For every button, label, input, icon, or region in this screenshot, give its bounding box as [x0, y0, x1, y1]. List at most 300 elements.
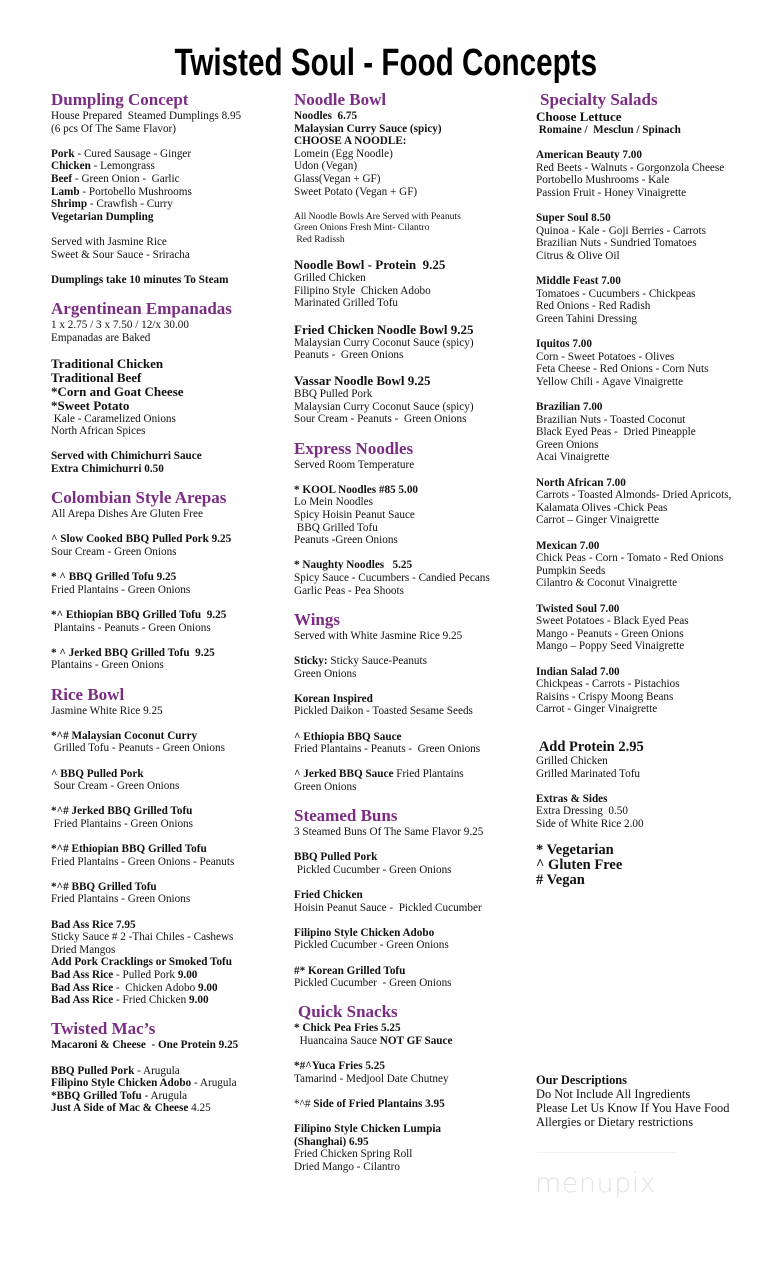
item-name: *BBQ Grilled Tofu — [51, 1089, 142, 1102]
item-detail: Green Onions Fresh Mint- Cilantro — [294, 222, 430, 234]
menu-line — [51, 805, 291, 818]
item-name: ^ Slow Cooked BBQ Pulled Pork 9.25 — [51, 533, 232, 546]
menu-line — [294, 285, 534, 298]
item-detail: *^# — [294, 1097, 314, 1110]
menu-column-middle — [294, 90, 534, 1186]
item-detail: Sour Cream - Green Onions — [51, 780, 180, 793]
item-name: * Chick Pea Fries 5.25 — [294, 1022, 401, 1035]
item-name: Vegetarian Dumpling — [51, 210, 154, 223]
item-detail: All Noodle Bowls Are Served with Peanuts — [294, 210, 461, 222]
item-name: Dumplings take 10 minutes To Steam — [51, 273, 229, 286]
item-detail: Do Not Include All Ingredients — [536, 1087, 691, 1101]
item-name: *^# BBQ Grilled Tofu — [51, 880, 157, 893]
menu-line — [51, 571, 291, 584]
menu-line — [536, 858, 768, 873]
menu-line — [51, 931, 291, 944]
page-title: Twisted Soul - Food Concepts — [174, 42, 598, 84]
menu-line — [294, 534, 534, 547]
item-detail: Grilled Tofu - Peanuts - Green Onions — [51, 742, 225, 755]
item-name: North African 7.00 — [536, 476, 626, 489]
item-detail: Red Beets - Walnuts - Gorgonzola Cheese — [536, 161, 725, 174]
menu-line — [536, 376, 768, 389]
menu-item — [294, 655, 534, 680]
item-name: Noodles 6.75 — [294, 110, 358, 122]
item-detail: Lo Mein Noodles — [294, 496, 373, 509]
item-name: Bad Ass Rice — [51, 969, 114, 982]
item-detail: Fried Chicken Spring Roll — [294, 1148, 413, 1161]
item-name: Traditional Beef — [51, 369, 142, 385]
item-name: Filipino Style Chicken Adobo — [294, 926, 435, 939]
item-detail: Peanuts - Green Onions — [294, 349, 404, 362]
menu-line — [536, 691, 768, 704]
menu-line — [51, 1090, 291, 1103]
menu-line — [294, 965, 534, 978]
menu-line — [536, 843, 768, 858]
menu-line — [536, 565, 768, 578]
item-name: Sticky: — [294, 654, 328, 667]
item-detail: Feta Cheese - Red Onions - Corn Nuts — [536, 363, 709, 376]
menu-item — [51, 236, 291, 261]
menu-item — [51, 1039, 291, 1052]
item-detail: Malaysian Curry Coconut Sauce (spicy) — [294, 336, 474, 349]
menu-section — [51, 488, 291, 672]
menu-item — [294, 559, 534, 597]
menu-item — [294, 889, 534, 914]
menu-item — [51, 508, 291, 521]
item-detail: 4.25 — [188, 1102, 211, 1115]
item-detail: - Fried Chicken — [113, 994, 189, 1007]
item-name: * ^ Jerked BBQ Grilled Tofu 9.25 — [51, 646, 215, 659]
item-detail: Carrot - Ginger Vinaigrette — [536, 703, 658, 716]
menu-item — [294, 630, 534, 643]
menu-item — [294, 1098, 534, 1111]
menu-line — [536, 502, 768, 515]
item-name: Brazilian 7.00 — [536, 401, 603, 414]
menu-line — [51, 332, 291, 345]
menu-line — [51, 1039, 291, 1052]
menu-line — [536, 755, 768, 768]
menu-item — [536, 275, 768, 325]
menu-line — [294, 211, 534, 223]
menu-item — [51, 357, 291, 438]
menupix-watermark: menupix — [535, 1168, 657, 1199]
menu-item — [51, 730, 291, 755]
item-name: *Sweet Potato — [51, 397, 130, 413]
item-name: Filipino Style Chicken Adobo — [51, 1077, 192, 1090]
item-name: * KOOL Noodles #85 5.00 — [294, 483, 419, 496]
item-name: BBQ Pulled Pork — [51, 1064, 135, 1077]
menu-line — [536, 540, 768, 553]
menu-line — [536, 351, 768, 364]
item-detail: Sour Cream - Green Onions — [51, 546, 177, 559]
item-name: Indian Salad 7.00 — [536, 665, 620, 678]
menu-line — [51, 956, 291, 969]
item-name: Choose Lettuce — [536, 109, 622, 124]
item-detail: Extra Dressing 0.50 — [536, 805, 628, 818]
menu-item — [51, 647, 291, 672]
section-heading: Rice Bowl — [51, 684, 125, 704]
item-name: (Shanghai) 6.95 — [294, 1135, 369, 1148]
menu-section — [294, 610, 534, 794]
menu-line — [294, 323, 534, 337]
item-detail: Dried Mangos — [51, 943, 116, 956]
item-detail: Green Tahini Dressing — [536, 312, 637, 325]
menu-line — [51, 969, 291, 982]
item-detail: Pumpkin Seeds — [536, 564, 606, 577]
item-name: Vassar Noodle Bowl 9.25 — [294, 373, 431, 389]
menu-line — [536, 237, 768, 250]
item-name: Lamb — [51, 185, 80, 198]
item-name: Fried Chicken Noodle Bowl 9.25 — [294, 321, 474, 337]
menu-line — [536, 225, 768, 238]
item-detail: House Prepared Steamed Dumplings 8.95 — [51, 110, 242, 122]
menu-item — [51, 805, 291, 830]
menu-item — [294, 323, 534, 362]
menu-line — [536, 110, 768, 124]
menu-line — [294, 1136, 534, 1149]
item-name: Shrimp — [51, 198, 88, 211]
item-name: Extras & Sides — [536, 792, 608, 805]
menu-item — [294, 927, 534, 952]
menu-line — [51, 160, 291, 173]
menu-item — [536, 149, 768, 199]
section-heading: Noodle Bowl — [294, 90, 387, 109]
item-detail: Pickled Cucumber - Green Onions — [294, 939, 449, 952]
menu-line — [536, 275, 768, 288]
menu-item — [536, 540, 768, 590]
item-detail: Spicy Hoisin Peanut Sauce — [294, 509, 415, 522]
item-detail: BBQ Grilled Tofu — [294, 521, 378, 534]
section-heading: Quick Snacks — [298, 1002, 398, 1022]
menu-line — [536, 426, 768, 439]
menu-line — [536, 439, 768, 452]
item-detail: Portobello Mushrooms - Kale — [536, 174, 670, 187]
item-detail: Carrots - Toasted Almonds- Dried Apricots, — [536, 489, 732, 502]
menu-line — [51, 236, 291, 249]
item-detail: - Pulled Pork — [113, 969, 178, 982]
menu-line — [294, 388, 534, 401]
item-detail: Citrus & Olive Oil — [536, 249, 620, 262]
menu-line — [51, 893, 291, 906]
item-detail: Allergies or Dietary restrictions — [536, 1115, 694, 1129]
menu-line — [294, 977, 534, 990]
item-detail: Huancaina Sauce — [294, 1035, 380, 1047]
menu-line — [51, 768, 291, 781]
menu-line — [51, 622, 291, 635]
item-detail: Glass(Vegan + GF) — [294, 172, 381, 185]
section-heading: Dumpling Concept — [51, 90, 189, 109]
menu-line — [51, 533, 291, 546]
menu-section — [536, 90, 768, 888]
item-name: Filipino Style Chicken Lumpia — [294, 1123, 442, 1136]
menu-line — [51, 110, 291, 123]
menu-line — [294, 484, 534, 497]
item-detail: Sweet Potato (Vegan + GF) — [294, 185, 418, 198]
menu-line — [294, 705, 534, 718]
menu-line — [294, 258, 534, 272]
item-detail: Fried Plantains - Green Onions — [51, 583, 191, 596]
item-detail: - Crawfish - Curry — [87, 198, 173, 211]
menu-line — [536, 149, 768, 162]
watermark-rule — [537, 1152, 677, 1153]
menu-item — [51, 881, 291, 906]
item-name: Bad Ass Rice 7.95 — [51, 918, 136, 931]
item-detail: Carrot – Ginger Vinaigrette — [536, 514, 660, 527]
menu-line — [536, 805, 768, 818]
menu-line — [51, 463, 291, 476]
menu-line — [51, 818, 291, 831]
menu-item — [51, 319, 291, 344]
menu-line — [294, 1022, 534, 1035]
item-name: Bad Ass Rice — [51, 981, 114, 994]
menu-line — [51, 186, 291, 199]
item-detail: Passion Fruit - Honey Vinaigrette — [536, 186, 687, 199]
item-name: Our Descriptions — [536, 1073, 627, 1087]
menu-line — [536, 768, 768, 781]
item-detail: 1 x 2.75 / 3 x 7.50 / 12/x 30.00 — [51, 318, 189, 331]
menu-item — [51, 609, 291, 634]
item-name: Add Protein 2.95 — [536, 738, 644, 755]
menu-line — [294, 768, 534, 781]
item-detail: Sticky Sauce-Peanuts — [327, 654, 427, 667]
menu-line — [536, 124, 768, 137]
menu-line — [536, 703, 768, 716]
item-name: Traditional Chicken — [51, 355, 164, 371]
menu-item — [51, 533, 291, 558]
menu-line — [536, 873, 768, 888]
menu-line — [294, 148, 534, 161]
menu-line — [51, 173, 291, 186]
item-name: *^# Jerked BBQ Grilled Tofu — [51, 805, 193, 818]
item-detail: Corn - Sweet Potatoes - Olives — [536, 350, 675, 363]
item-detail: Black Eyed Peas - Dried Pineapple — [536, 426, 696, 439]
item-detail: Green Onions — [294, 667, 357, 680]
item-name: Chicken — [51, 160, 91, 173]
item-detail: Tamarind - Medjool Date Chutney — [294, 1072, 449, 1085]
item-detail: Marinated Grilled Tofu — [294, 297, 399, 310]
menu-line — [51, 450, 291, 463]
item-detail: Tomatoes - Cucumbers - Chickpeas — [536, 287, 696, 300]
menu-line — [51, 413, 291, 426]
item-detail: Cilantro & Coconut Vinaigrette — [536, 577, 678, 590]
item-detail: Served with White Jasmine Rice 9.25 — [294, 629, 463, 642]
menu-section — [294, 1002, 534, 1173]
menu-item — [294, 1060, 534, 1085]
menu-line — [536, 666, 768, 679]
menu-line — [294, 927, 534, 940]
menu-line — [294, 572, 534, 585]
section-heading: Specialty Salads — [540, 90, 658, 109]
menu-line — [51, 357, 291, 371]
menu-line — [51, 705, 291, 718]
item-detail: - Cured Sausage - Ginger — [74, 147, 192, 160]
menu-line — [294, 110, 534, 123]
menu-line — [294, 413, 534, 426]
item-detail: Sticky Sauce # 2 -Thai Chiles - Cashews — [51, 931, 234, 944]
menu-item — [51, 843, 291, 868]
item-detail: Empanadas are Baked — [51, 331, 151, 344]
section-heading: Steamed Buns — [294, 806, 398, 826]
item-detail: Fried Plantains — [393, 768, 464, 781]
menu-line — [51, 198, 291, 211]
item-detail: Grilled Chicken — [294, 272, 366, 285]
menu-line — [51, 659, 291, 672]
menu-line — [294, 1161, 534, 1174]
menu-item — [294, 768, 534, 793]
item-detail: North African Spices — [51, 425, 146, 438]
item-name: * ^ BBQ Grilled Tofu 9.25 — [51, 571, 177, 584]
menu-line — [294, 123, 534, 136]
menu-line — [294, 297, 534, 310]
item-name: Beef — [51, 172, 73, 185]
menu-line — [51, 881, 291, 894]
item-detail: Brazilian Nuts - Sundried Tomatoes — [536, 237, 697, 250]
menu-line — [51, 546, 291, 559]
item-detail: Filipino Style Chicken Adobo — [294, 284, 431, 297]
menu-line — [536, 514, 768, 527]
menu-line — [294, 234, 534, 246]
item-detail: Malaysian Curry Coconut Sauce (spicy) — [294, 400, 474, 413]
menu-line — [294, 401, 534, 414]
menu-line — [51, 780, 291, 793]
menu-column-left — [51, 90, 291, 1128]
item-detail: Served Room Temperature — [294, 458, 415, 471]
section-heading: Argentinean Empanadas — [51, 298, 232, 318]
menu-item — [51, 110, 291, 135]
item-name: 9.00 — [188, 994, 209, 1007]
menu-item — [536, 843, 768, 888]
menu-line — [536, 300, 768, 313]
menu-line — [536, 288, 768, 301]
menu-item — [51, 768, 291, 793]
menu-section — [294, 806, 534, 990]
item-name: 9.00 — [198, 981, 218, 994]
menu-line — [51, 425, 291, 438]
menu-line — [294, 349, 534, 362]
menu-line — [536, 451, 768, 464]
item-name: 9.00 — [177, 969, 198, 982]
item-name: ^ BBQ Pulled Pork — [51, 767, 144, 780]
menu-item — [294, 693, 534, 718]
menu-line — [51, 385, 291, 399]
item-detail: Udon (Vegan) — [294, 160, 358, 173]
menu-item — [51, 148, 291, 224]
menu-line — [536, 414, 768, 427]
menu-item — [536, 477, 768, 527]
menu-line — [536, 212, 768, 225]
menu-line — [51, 730, 291, 743]
menu-line — [51, 1065, 291, 1078]
item-detail: Quinoa - Kale - Goji Berries - Carrots — [536, 224, 706, 237]
item-name: BBQ Pulled Pork — [294, 851, 378, 864]
item-detail: - Green Onion - Garlic — [72, 172, 180, 185]
menu-line — [294, 459, 534, 472]
menu-line — [51, 319, 291, 332]
item-detail: Fried Plantains - Green Onions — [51, 817, 193, 830]
menu-line — [51, 609, 291, 622]
item-name: Korean Inspired — [294, 692, 373, 705]
item-name: *^# Malaysian Coconut Curry — [51, 729, 198, 742]
item-detail: - Arugula — [134, 1064, 180, 1077]
item-name: ^ Jerked BBQ Sauce — [294, 768, 394, 781]
menu-line — [536, 187, 768, 200]
item-detail: Sour Cream - Peanuts - Green Onions — [294, 413, 467, 426]
item-detail: - Portobello Mushrooms — [79, 185, 192, 198]
menu-line — [51, 647, 291, 660]
menu-item — [294, 110, 534, 198]
item-name: *^ Ethiopian BBQ Grilled Tofu 9.25 — [51, 609, 227, 621]
menu-line — [294, 781, 534, 794]
item-detail: Yellow Chili - Agave Vinaigrette — [536, 375, 684, 388]
menu-item — [51, 450, 291, 475]
item-name: American Beauty 7.00 — [536, 149, 642, 162]
item-detail: Sweet Potatoes - Black Eyed Peas — [536, 615, 689, 628]
menu-line — [536, 250, 768, 263]
menu-item — [536, 338, 768, 388]
menu-line — [536, 1115, 729, 1129]
menu-line — [51, 843, 291, 856]
item-name: Romaine / Mesclun / Spinach — [536, 124, 681, 136]
menu-section — [294, 90, 534, 426]
item-detail: - Arugula — [141, 1089, 188, 1102]
menu-line — [51, 994, 291, 1007]
menu-section — [51, 685, 291, 1007]
menu-line — [51, 982, 291, 995]
menu-item — [536, 212, 768, 262]
menu-item — [536, 110, 768, 137]
menu-item — [294, 826, 534, 839]
menu-item — [51, 571, 291, 596]
item-name: CHOOSE A NOODLE: — [294, 135, 407, 148]
item-name: Fried Chicken — [294, 889, 363, 902]
item-detail: (6 pcs Of The Same Flavor) — [51, 122, 177, 135]
item-detail: Dried Mango - Cilantro — [294, 1160, 400, 1173]
section-heading: Twisted Mac’s — [51, 1019, 156, 1039]
item-name: Macaroni & Cheese - One Protein 9.25 — [51, 1039, 239, 1052]
menu-line — [536, 552, 768, 565]
item-detail: Green Onions — [294, 780, 357, 793]
item-name: Extra Chimichurri 0.50 — [51, 463, 164, 476]
menu-line — [294, 668, 534, 681]
menu-line — [294, 1098, 534, 1111]
item-name: Iquitos 7.00 — [536, 338, 592, 351]
menu-line — [536, 363, 768, 376]
item-detail: Mango – Poppy Seed Vinaigrette — [536, 640, 685, 653]
item-detail: Jasmine White Rice 9.25 — [51, 704, 163, 717]
menu-item — [294, 965, 534, 990]
menu-line — [294, 509, 534, 522]
item-detail: Pickled Cucumber - Green Onions — [294, 977, 452, 990]
menu-line — [294, 173, 534, 186]
item-name: Malaysian Curry Sauce (spicy) — [294, 122, 442, 135]
menu-line — [536, 477, 768, 490]
item-detail: Peanuts -Green Onions — [294, 534, 398, 547]
menu-line — [51, 123, 291, 136]
item-name: Middle Feast 7.00 — [536, 275, 621, 288]
menu-line — [536, 174, 768, 187]
item-name: Mexican 7.00 — [536, 539, 600, 552]
item-detail: Chickpeas - Carrots - Pistachios — [536, 678, 680, 691]
menu-line — [51, 944, 291, 957]
menu-line — [51, 584, 291, 597]
menu-line — [536, 603, 768, 616]
item-detail: Pickled Daikon - Toasted Sesame Seeds — [294, 705, 473, 718]
item-detail: Hoisin Peanut Sauce - Pickled Cucumber — [294, 901, 482, 914]
menu-line — [51, 249, 291, 262]
item-detail: Kalamata Olives -Chick Peas — [536, 501, 668, 514]
menu-line — [51, 211, 291, 224]
item-name: Served with Chimichurri Sauce — [51, 450, 202, 463]
